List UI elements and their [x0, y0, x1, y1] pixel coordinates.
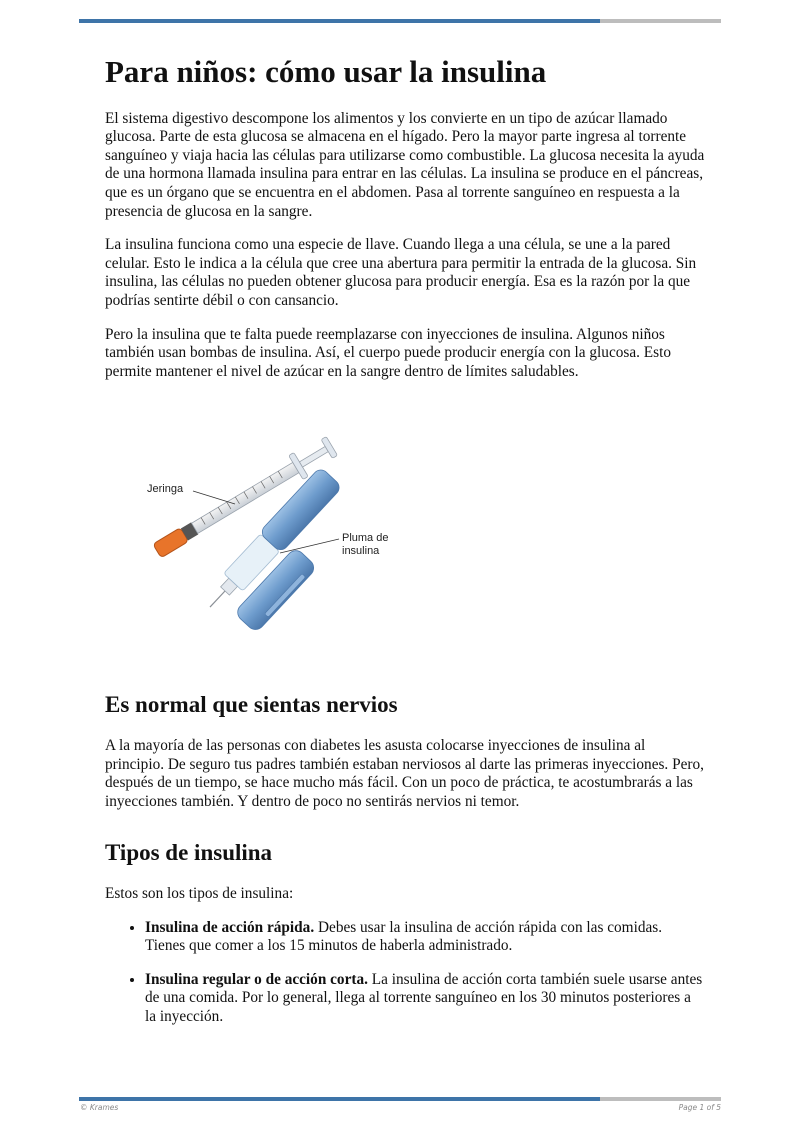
tipos-intro: Estos son los tipos de insulina: [105, 884, 294, 902]
list-item-term: Insulina de acción rápida. [145, 918, 315, 936]
footer-rule-gray [600, 1097, 721, 1101]
list-item [145, 919, 705, 956]
heading-tipos: Tipos de insulina [105, 840, 273, 866]
header-rule [79, 19, 721, 23]
list-item-term: Insulina regular o de acción corta. [145, 970, 368, 988]
list-item-text: Debes usar la insulina de acción rápida con las comidas. Tienes que comer a los 15 minutos de haberla administrado. [145, 918, 663, 955]
footer-rule-blue [79, 1097, 600, 1101]
syringe-leader-line [193, 491, 235, 504]
list-item [145, 971, 705, 1027]
syringe-pen-illustration [135, 401, 435, 651]
header-rule-gray [600, 19, 721, 23]
heading-nervios: Es normal que sientas nervios [105, 692, 398, 718]
footer-copyright: © Krames [80, 1103, 119, 1112]
intro-paragraph-3: Pero la insulina que te falta puede reemplazarse con inyecciones de insulina. Algunos niños también usan bombas de insulina. Así, el cuerpo puede producir energía con la glucosa. Esto permite mantener el nivel de azúcar en la sangre dentro de límites saludables. [105, 325, 671, 380]
list-item-text: La insulina de acción corta también suele usarse antes de una comida. Por lo general, llega al torrente sanguíneo en los 30 minutos posteriores a la inyección. [145, 970, 703, 1025]
label-syringe: Jeringa [147, 483, 184, 496]
header-rule-blue [79, 19, 600, 23]
insulin-types-list [105, 919, 705, 1027]
footer-page-number: Page 1 of 5 [678, 1103, 721, 1112]
label-pen-line2: insulina [342, 545, 380, 558]
page-title: Para niños: cómo usar la insulina [105, 54, 547, 89]
label-pen-line1: Pluma de [342, 532, 389, 545]
intro-paragraph-1: El sistema digestivo descompone los alimentos y los convierte en un tipo de azúcar llamado glucosa. Parte de esta glucosa se almacena en el hígado. Pero la mayor parte ingresa al torrente sanguíneo y viaja hacia las células para utilizarse como combustible. La glucosa necesita la ayuda de una hormona llamada insulina para entrar en las células. La insulina se produce en el páncreas, que es un órgano que se encuentra en el abdomen. Pasa al torrente sanguíneo en respuesta a la presencia de glucosa en la sangre. [105, 109, 705, 220]
nervios-paragraph: A la mayoría de las personas con diabetes les asusta colocarse inyecciones de insulina al principio. De seguro tus padres también estaban nerviosos al darte las primeras inyecciones. Pero, después de un tiempo, se hace mucho más fácil. Con un poco de práctica, te acostumbrarás a las inyecciones también. Y dentro de poco no sentirás nervios ni temor. [105, 736, 704, 810]
intro-paragraph-2: La insulina funciona como una especie de llave. Cuando llega a una célula, se une a la pared celular. Esto le indica a la célula que cree una abertura para permitir la entrada de la glucosa. Sin insulina, las células no pueden obtener glucosa para producir energía. Esa es la razón por la que podrías sentirte débil o con cansancio. [105, 236, 697, 309]
footer-rule [79, 1097, 721, 1101]
illustration-svg [135, 401, 435, 651]
document-body [105, 54, 705, 1041]
